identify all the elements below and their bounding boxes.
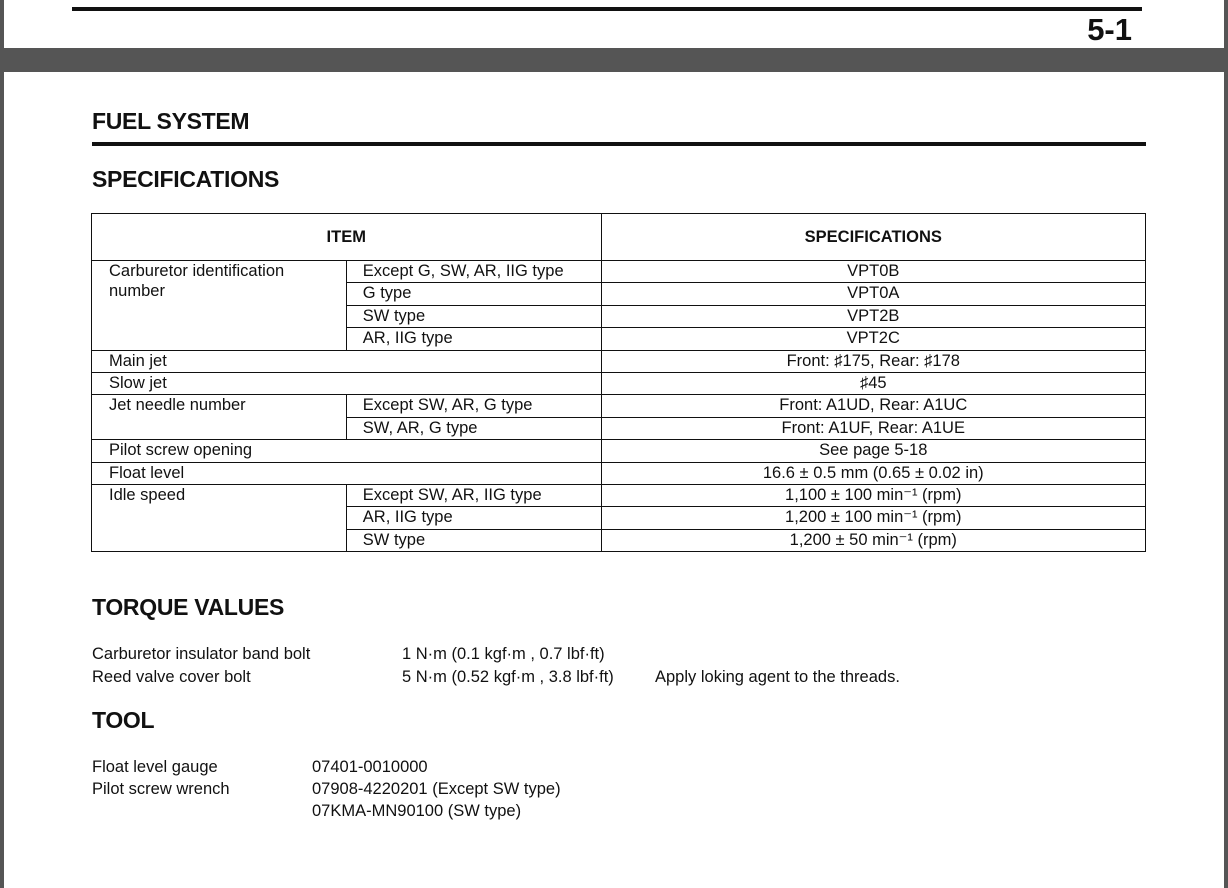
carb-sub-label: G type	[346, 283, 601, 305]
torque-item: Reed valve cover bolt	[92, 668, 251, 686]
idle-sub-label: AR, IIG type	[346, 507, 601, 529]
float-level-value: 16.6 ± 0.5 mm (0.65 ± 0.02 in)	[601, 462, 1145, 484]
carb-sub-label: AR, IIG type	[346, 328, 601, 350]
slow-jet-value: ♯45	[601, 372, 1145, 394]
specifications-heading: SPECIFICATIONS	[92, 166, 280, 192]
header-specifications: SPECIFICATIONS	[601, 214, 1145, 261]
jet-needle-value: Front: A1UF, Rear: A1UE	[601, 417, 1145, 439]
idle-speed-label: Idle speed	[92, 484, 347, 551]
specifications-table	[91, 213, 1146, 552]
section-title: FUEL SYSTEM	[92, 108, 250, 134]
table-header-row	[92, 214, 1146, 261]
idle-value: 1,200 ± 50 min⁻¹ (rpm)	[601, 529, 1145, 551]
jet-needle-value: Front: A1UD, Rear: A1UC	[601, 395, 1145, 417]
idle-sub-label: Except SW, AR, IIG type	[346, 484, 601, 506]
jet-needle-sub-label: Except SW, AR, G type	[346, 395, 601, 417]
header-item: ITEM	[92, 214, 602, 261]
table-row	[92, 395, 1146, 417]
table-row	[92, 350, 1146, 372]
table-row	[92, 462, 1146, 484]
carb-value: VPT0A	[601, 283, 1145, 305]
main-jet-label: Main jet	[92, 350, 602, 372]
page-header	[4, 0, 1224, 48]
carb-sub-label: Except G, SW, AR, IIG type	[346, 261, 601, 283]
idle-sub-label: SW type	[346, 529, 601, 551]
carb-sub-label: SW type	[346, 305, 601, 327]
table-row	[92, 372, 1146, 394]
pilot-screw-value: See page 5-18	[601, 440, 1145, 462]
carb-id-label: Carburetor identification number	[92, 261, 347, 351]
float-level-label: Float level	[92, 462, 602, 484]
torque-values-heading: TORQUE VALUES	[92, 594, 285, 620]
torque-value: 1 N·m (0.1 kgf·m , 0.7 lbf·ft)	[402, 645, 605, 663]
carb-value: VPT2B	[601, 305, 1145, 327]
main-jet-value: Front: ♯175, Rear: ♯178	[601, 350, 1145, 372]
torque-value: 5 N·m (0.52 kgf·m , 3.8 lbf·ft)	[402, 668, 614, 686]
idle-value: 1,200 ± 100 min⁻¹ (rpm)	[601, 507, 1145, 529]
tool-name: Float level gauge	[92, 758, 218, 776]
carb-value: VPT2C	[601, 328, 1145, 350]
table-row	[92, 484, 1146, 506]
carb-value: VPT0B	[601, 261, 1145, 283]
jet-needle-label: Jet needle number	[92, 395, 347, 440]
table-row	[92, 440, 1146, 462]
tool-name: Pilot screw wrench	[92, 780, 230, 798]
section-rule	[92, 142, 1146, 146]
header-rule	[72, 7, 1142, 11]
tool-number: 07908-4220201 (Except SW type)	[312, 780, 561, 798]
tool-number: 07KMA-MN90100 (SW type)	[312, 802, 522, 820]
table-row	[92, 261, 1146, 283]
idle-value: 1,100 ± 100 min⁻¹ (rpm)	[601, 484, 1145, 506]
torque-note: Apply loking agent to the threads.	[655, 668, 900, 686]
slow-jet-label: Slow jet	[92, 372, 602, 394]
page-number: 5-1	[1087, 12, 1132, 47]
tool-heading: TOOL	[92, 707, 155, 733]
tool-number: 07401-0010000	[312, 758, 428, 776]
pilot-screw-label: Pilot screw opening	[92, 440, 602, 462]
torque-item: Carburetor insulator band bolt	[92, 645, 311, 663]
jet-needle-sub-label: SW, AR, G type	[346, 417, 601, 439]
page-body	[4, 72, 1224, 888]
